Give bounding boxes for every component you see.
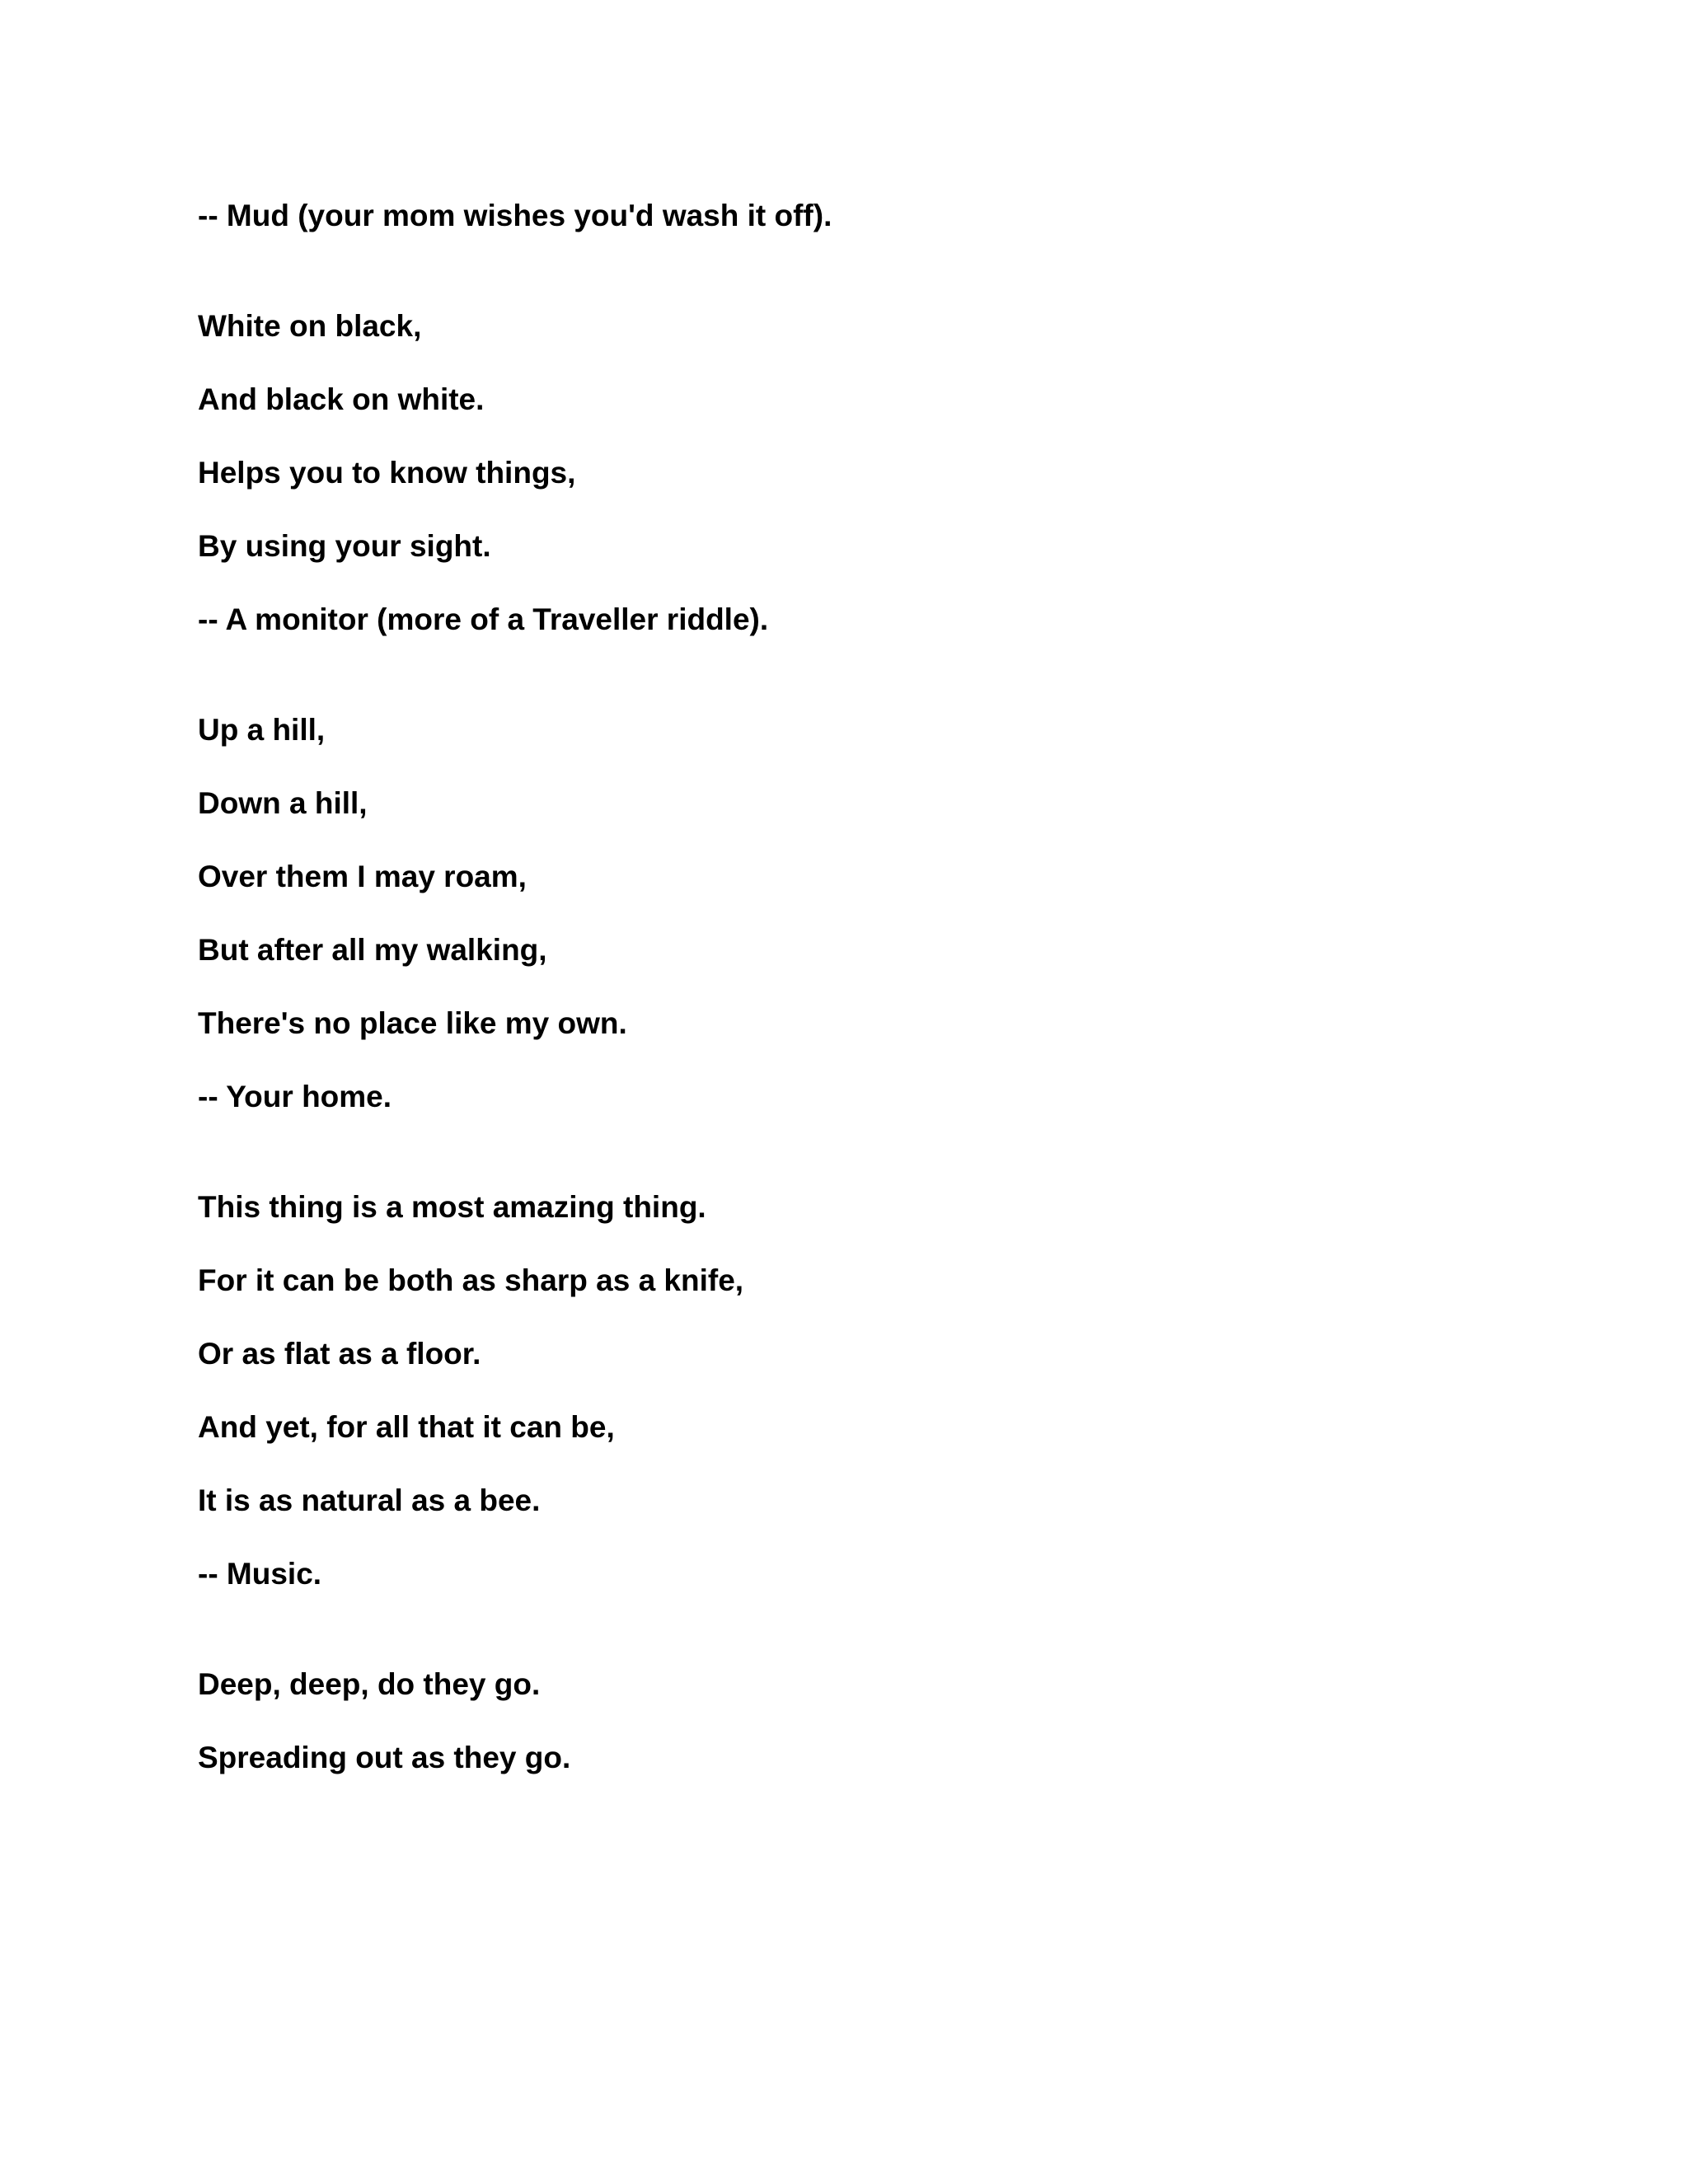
riddle-music [198, 1189, 1517, 1592]
riddle-line: For it can be both as sharp as a knife, [198, 1263, 744, 1297]
riddle-line: Or as flat as a floor. [198, 1337, 481, 1371]
riddle-monitor [198, 308, 1517, 638]
riddle-line: Over them I may roam, [198, 860, 527, 893]
riddle-line: White on black, [198, 309, 422, 343]
riddle-line: Deep, deep, do they go. [198, 1667, 541, 1701]
answer-line: -- Mud (your mom wishes you'd wash it off). [198, 199, 832, 232]
riddle-line: Down a hill, [198, 786, 368, 820]
riddle-line: But after all my walking, [198, 933, 547, 967]
riddle-roots [198, 1666, 1517, 1776]
riddle-line: Helps you to know things, [198, 456, 576, 490]
riddle-line: This thing is a most amazing thing. [198, 1190, 706, 1224]
answer-line: -- Your home. [198, 1080, 392, 1113]
riddle-line: Spreading out as they go. [198, 1741, 571, 1774]
document-body [198, 198, 1517, 1776]
riddle-line: By using your sight. [198, 529, 491, 563]
riddle-answer-mud [198, 198, 1517, 234]
riddle-line: There's no place like my own. [198, 1006, 627, 1040]
answer-line: -- Music. [198, 1557, 322, 1591]
riddle-home [198, 712, 1517, 1115]
riddle-line: Up a hill, [198, 713, 326, 747]
riddle-line: It is as natural as a bee. [198, 1483, 541, 1517]
riddle-line: And black on white. [198, 382, 485, 416]
riddle-line: And yet, for all that it can be, [198, 1410, 615, 1444]
answer-line: -- A monitor (more of a Traveller riddle). [198, 602, 769, 636]
